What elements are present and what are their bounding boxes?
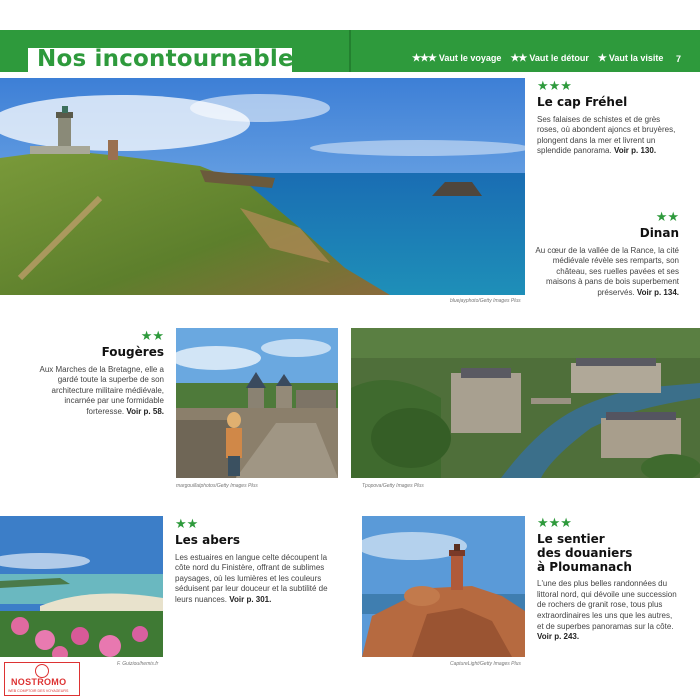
entry-dinan bbox=[535, 210, 679, 299]
two-stars-icon: ★★ bbox=[655, 209, 679, 224]
photo-credit-frehel: bluejayphoto/Getty Images Plus bbox=[450, 298, 521, 304]
star-legend bbox=[412, 53, 663, 64]
entry-title: Dinan bbox=[639, 226, 679, 240]
entry-title: Fougères bbox=[101, 345, 164, 359]
photo-credit-ploumanach: CaptureLight/Getty Images Plus bbox=[450, 661, 521, 667]
photo-dinan bbox=[351, 328, 700, 478]
entry-fougeres bbox=[36, 329, 164, 418]
photo-fougeres bbox=[176, 328, 338, 478]
entry-title: Le cap Fréhel bbox=[537, 95, 628, 109]
page-reference: Voir p. 130. bbox=[613, 146, 657, 156]
photo-abers bbox=[0, 516, 163, 657]
photo-cap-frehel bbox=[0, 78, 525, 295]
globe-icon bbox=[35, 664, 49, 678]
legend-item-2: ★★ Vaut le détour bbox=[510, 53, 589, 64]
entry-title: Les abers bbox=[175, 533, 240, 547]
photo-credit-fougeres: margouillatphotos/Getty Images Plus bbox=[176, 483, 258, 489]
entry-sentier-douaniers bbox=[537, 516, 681, 643]
two-stars-icon: ★★ bbox=[140, 328, 164, 343]
page-number: 7 bbox=[676, 54, 682, 64]
three-stars-icon: ★★★ bbox=[412, 53, 436, 64]
three-stars-icon: ★★★ bbox=[537, 78, 572, 93]
entry-text: Ses falaises de schistes et de grès roses, où abondent ajoncs et bruyères, plongent dans la mer et livrent un splendide panorama. Voir p. 130. bbox=[537, 114, 676, 156]
two-stars-icon: ★★ bbox=[175, 516, 199, 531]
page-reference: Voir p. 58. bbox=[126, 406, 164, 416]
entry-cap-frehel bbox=[537, 79, 677, 157]
two-stars-icon: ★★ bbox=[510, 53, 527, 64]
entry-text: Aux Marches de la Bretagne, elle a gardé toute la superbe de son architecture militaire médiévale, incarnée par une formidable forteresse. Voir p. 58. bbox=[39, 364, 164, 416]
entry-text: L'une des plus belles randonnées du littoral nord, qui dévoile une succession de rochers de granit rose, tous plus extraordinaires les uns que les autres, et de superbes panoramas sur la côte. Voir p. 243. bbox=[537, 579, 677, 642]
watermark-name: NOSTROMO bbox=[11, 677, 67, 687]
entry-title: Le sentier des douaniers à Ploumanach bbox=[537, 532, 633, 574]
three-stars-icon: ★★★ bbox=[537, 515, 572, 530]
photo-ploumanach bbox=[362, 516, 525, 657]
watermark-logo bbox=[4, 662, 80, 696]
page-reference: Voir p. 243. bbox=[537, 632, 580, 642]
page-title: Nos incontournables bbox=[37, 46, 308, 72]
page-reference: Voir p. 301. bbox=[229, 594, 272, 604]
page-reference: Voir p. 134. bbox=[636, 287, 679, 297]
star-icon: ★ bbox=[597, 53, 606, 64]
legend-item-3: ★★★ Vaut le voyage bbox=[412, 53, 502, 64]
page-gutter bbox=[349, 30, 351, 72]
photo-credit-abers: F. Guiziou/hemis.fr bbox=[117, 661, 159, 667]
photo-credit-dinan: Tpopova/Getty Images Plus bbox=[362, 483, 424, 489]
legend-item-1: ★ Vaut la visite bbox=[597, 53, 664, 64]
entry-text: Au cœur de la vallée de la Rance, la cité médiévale révèle ses remparts, son château, ses ruelles pavées et ses maisons à pans de bois superbement préservés. Voir p. 134. bbox=[535, 245, 679, 297]
watermark-tagline: WEB COMPTOIR DES VOYAGEURS bbox=[8, 689, 69, 693]
entry-text: Les estuaires en langue celte découpent la côte nord du Finistère, offrant de sublimes paysages, où les lumières et les couleurs séduisent par leur douceur et la subtilité de leurs nuances. Voir p. 301. bbox=[175, 552, 328, 604]
entry-abers bbox=[175, 517, 335, 606]
